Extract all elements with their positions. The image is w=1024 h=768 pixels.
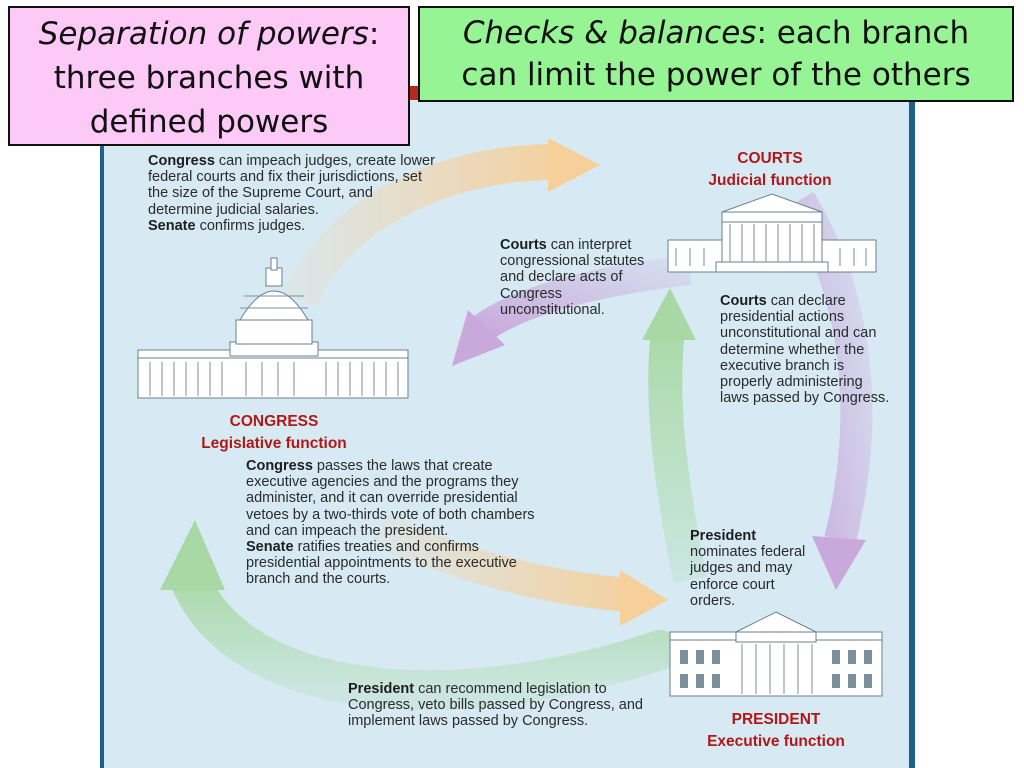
arrowhead-congress-to-president (620, 570, 668, 626)
arrowhead-president-to-congress (160, 520, 225, 590)
supreme-court-building-icon (668, 194, 876, 272)
checks-term: Checks & balances (462, 15, 757, 51)
separation-line2: three branches with (53, 60, 365, 96)
arrow-president-to-courts (665, 330, 690, 580)
congress-courts-para-1: Congress can impeach judges, create lower federal courts and fix their jurisdictions, set the size of the Supreme Court, and determine judicial salaries. (148, 153, 435, 218)
congress-checks-courts-text (148, 153, 438, 234)
congress-function: Legislative function (201, 435, 347, 452)
checks-line1 (420, 12, 1012, 54)
president-label (696, 709, 856, 753)
congress-name: CONGRESS (229, 413, 319, 430)
checks-and-balances-callout (418, 6, 1014, 102)
courts-name: COURTS (737, 150, 803, 167)
white-house-icon (670, 612, 882, 696)
capitol-building-icon (138, 258, 408, 398)
separation-term: Separation of powers (38, 16, 369, 52)
courts-president-para: Courts can declare presidential actions unconstitutional and can determine whether the executive branch is properly administering laws passed by Congress. (720, 293, 890, 407)
courts-checks-president-text (720, 293, 890, 406)
congress-label (186, 411, 362, 455)
congress-president-para-1: Congress passes the laws that create executive agencies and the programs they administer, and it can override presidential vetoes by a two-thirds vote of both chambers and can impeach the president. (246, 458, 535, 539)
courts-label (690, 148, 850, 192)
separation-of-powers-callout (8, 6, 410, 146)
arrowhead-courts-to-president (812, 536, 866, 590)
separation-line3: defined powers (89, 104, 329, 140)
separation-colon: : (368, 16, 380, 52)
checks-rest: : each branch (756, 15, 970, 51)
president-name: PRESIDENT (731, 711, 821, 728)
checks-line2: can limit the power of the others (461, 57, 971, 93)
courts-function: Judicial function (708, 172, 832, 189)
congress-checks-president-text (246, 458, 536, 588)
president-function: Executive function (707, 733, 845, 750)
courts-congress-para: Courts can interpret congressional statutes and declare acts of Congress unconstitutional. (500, 237, 645, 318)
courts-checks-congress-text (500, 237, 660, 318)
president-congress-para: President can recommend legislation to Congress, veto bills passed by Congress, and implement laws passed by Congress. (348, 681, 643, 730)
congress-courts-para-2: Senate confirms judges. (148, 217, 306, 234)
president-courts-para: President nominates federal judges and may enforce court orders. (690, 528, 806, 609)
arrowhead-congress-to-courts (548, 138, 600, 192)
president-checks-congress-text (348, 681, 648, 730)
president-checks-courts-text (690, 528, 808, 609)
congress-president-para-2: Senate ratifies treaties and confirms presidential appointments to the executive branch and the courts. (246, 539, 517, 588)
separation-line1 (10, 12, 408, 56)
